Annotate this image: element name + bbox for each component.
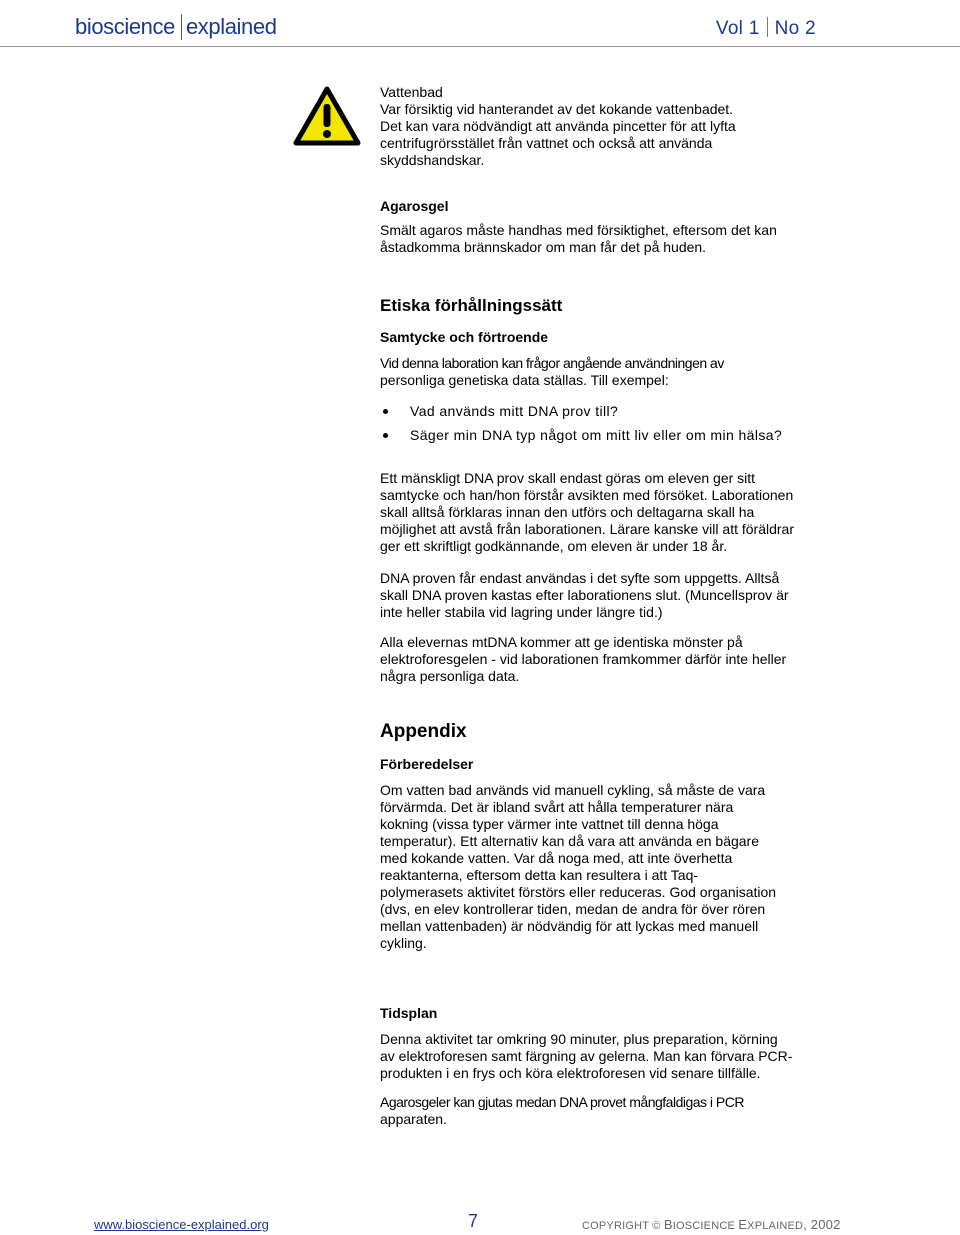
bullet-icon <box>383 409 388 414</box>
ethics-paragraph-1 <box>380 470 820 555</box>
text-line: av elektroforesen samt färgning av gelerna. Man kan förvara PCR- <box>380 1048 793 1064</box>
issue-label <box>716 17 816 40</box>
agarosgel-line: Smält agaros måste handhas med försiktighet, eftersom det kan <box>380 222 777 238</box>
warning-triangle-icon <box>293 86 361 151</box>
copyright-word: XPLAINED <box>747 1220 804 1232</box>
ethics-subtitle: Samtycke och förtroende <box>380 329 549 345</box>
text-line: produkten i en frys och köra elektroforesen vid senare tillfälle. <box>380 1065 761 1081</box>
warning-line: Var försiktig vid hanterandet av det kokande vattenbadet. <box>380 101 734 117</box>
text-line: ger ett skriftligt godkännande, om eleven är under 18 år. <box>380 538 728 554</box>
list-item <box>380 403 860 427</box>
text-line: temperatur). Ett alternativ kan då vara att använda en bägare <box>380 833 760 849</box>
number-label: No 2 <box>774 18 816 39</box>
text-line: möjlighet att avstå från laborationen. Lärare kanske vill att föräldrar <box>380 521 794 537</box>
warning-title: Vattenbad <box>380 84 443 100</box>
bullet-icon <box>383 433 388 438</box>
text-line: apparaten. <box>380 1111 447 1127</box>
brand-left: bioscience <box>75 14 175 39</box>
warning-line: skyddshandskar. <box>380 152 485 168</box>
ethics-section <box>380 297 820 389</box>
text-line: polymerasets aktivitet förstörs eller reduceras. God organisation <box>380 884 777 900</box>
text-line: kokning (vissa typer värmer inte vattnet till denna höga <box>380 816 719 832</box>
agarosgel-title: Agarosgel <box>380 198 449 214</box>
text-line: med kokande vatten. Var då noga med, att inte överhetta <box>380 850 733 866</box>
warning-line: Det kan vara nödvändigt att använda pincetter för att lyfta <box>380 118 736 134</box>
text-line: skall DNA proven kastas efter laborationens slut. (Muncellsprov är <box>380 587 789 603</box>
gel-note <box>380 1094 820 1128</box>
issue-divider <box>767 17 768 37</box>
text-line: samtycke och han/hon förstår avsikten med försöket. Laborationen <box>380 487 794 503</box>
text-line: skall alltså förklaras innan den utförs och deltagarna skall ha <box>380 504 755 520</box>
appendix-title: Appendix <box>380 721 467 742</box>
text-line: (dvs, en elev kontrollerar tiden, medan de andra för över rören <box>380 901 766 917</box>
copyright-initial: E <box>738 1217 748 1232</box>
text-line: några personliga data. <box>380 668 520 684</box>
ethics-intro-line: personliga genetiska data ställas. Till exempel: <box>380 372 669 388</box>
text-line: förvärmda. Det är ibland svårt att hålla temperaturer nära <box>380 799 734 815</box>
brand-right: explained <box>185 14 277 39</box>
text-line: elektroforesgelen - vid laborationen framkommer därför inte heller <box>380 651 787 667</box>
text-line: mellan vattenbaden) är nödvändig för att lyckas med manuell <box>380 918 759 934</box>
ethics-paragraph-3 <box>380 634 820 685</box>
page-number: 7 <box>468 1211 479 1231</box>
preparation-title: Förberedelser <box>380 756 474 772</box>
text-line: Denna aktivitet tar omkring 90 minuter, plus preparation, körning <box>380 1031 778 1047</box>
copyright-initial: B <box>663 1217 673 1232</box>
page-header <box>0 0 960 47</box>
footer-url-link[interactable]: www.bioscience-explained.org <box>94 1217 269 1232</box>
copyright-prefix: COPYRIGHT © <box>582 1220 661 1232</box>
copyright-year: , 2002 <box>803 1217 841 1232</box>
copyright-word: IOSCIENCE <box>672 1220 739 1232</box>
appendix-section <box>380 723 820 952</box>
ethics-title: Etiska förhållningssätt <box>380 296 563 315</box>
text-line: Agarosgeler kan gjutas medan DNA provet mångfaldigas i PCR <box>380 1094 744 1110</box>
brand-logo <box>75 14 277 40</box>
text-line: Ett mänskligt DNA prov skall endast göras om eleven ger sitt <box>380 470 756 486</box>
bullet-text: Säger min DNA typ något om mitt liv eller om min hälsa? <box>410 427 783 443</box>
brand-divider <box>181 14 182 40</box>
schedule-title: Tidsplan <box>380 1005 438 1021</box>
warning-line: centrifugrörsstället från vattnet och också att använda <box>380 135 713 151</box>
ethics-paragraph-2 <box>380 570 820 621</box>
ethics-bullet-list <box>380 403 860 451</box>
ethics-intro-line: Vid denna laboration kan frågor angående användningen av <box>380 355 724 371</box>
page-footer <box>0 1205 960 1235</box>
copyright-text <box>582 1217 841 1232</box>
list-item <box>380 427 860 451</box>
text-line: cykling. <box>380 935 427 951</box>
schedule-section <box>380 1005 820 1082</box>
text-line: reaktanterna, eftersom detta kan resultera i att Taq- <box>380 867 699 883</box>
volume-label: Vol 1 <box>715 18 760 39</box>
warning-section <box>380 84 820 169</box>
text-line: inte heller stabila vid lagring under längre tid.) <box>380 604 663 620</box>
text-line: Alla elevernas mtDNA kommer att ge identiska mönster på <box>380 634 743 650</box>
bullet-text: Vad används mitt DNA prov till? <box>410 403 619 419</box>
text-line: Om vatten bad används vid manuell cykling, så måste de vara <box>380 782 766 798</box>
agarosgel-section <box>380 198 820 256</box>
agarosgel-line: åstadkomma brännskador om man får det på huden. <box>380 239 707 255</box>
text-line: DNA proven får endast användas i det syfte som uppgetts. Alltså <box>380 570 780 586</box>
